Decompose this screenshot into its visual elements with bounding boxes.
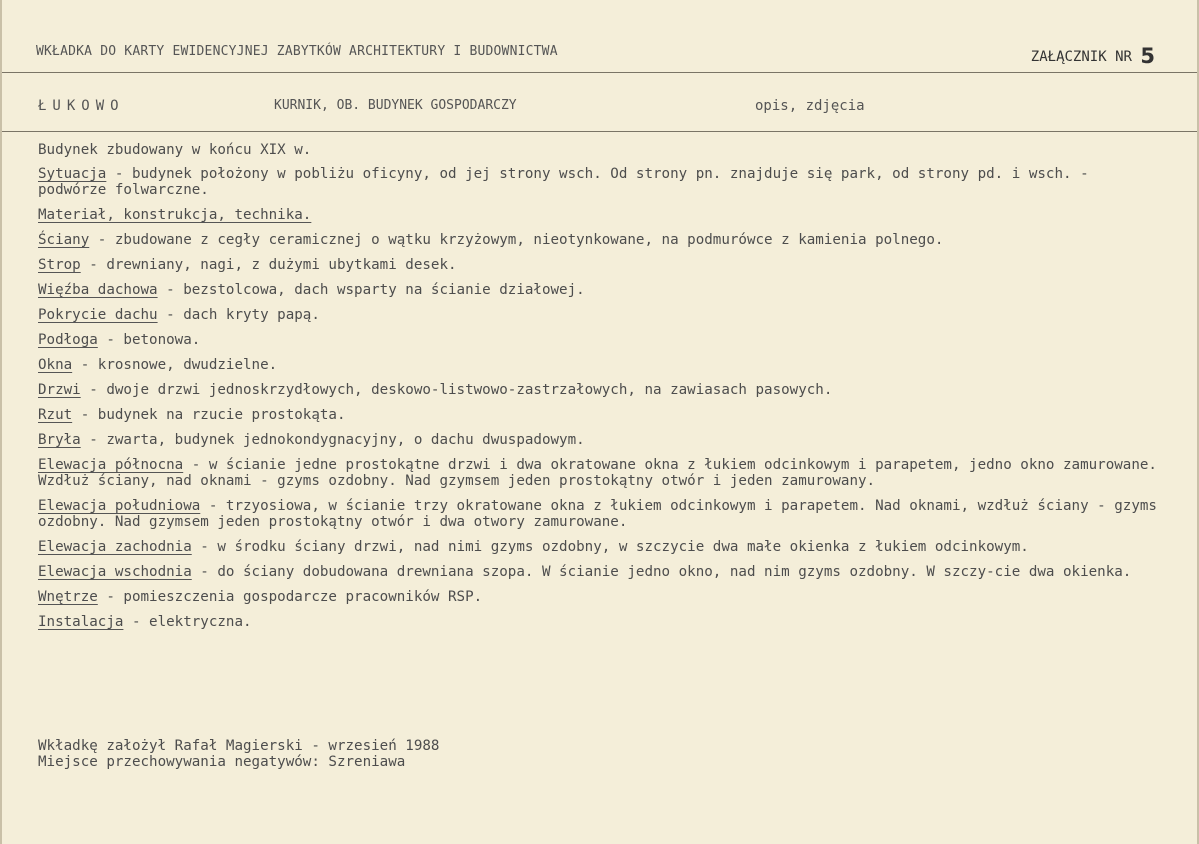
section-text: - bezstolcowa, dach wsparty na ścianie działowej. bbox=[157, 282, 585, 298]
section-text: - do ściany dobudowana drewniana szopa. W ścianie jedno okno, nad nim gzyms ozdobny. W szczy-cie dwa okienka. bbox=[191, 564, 1132, 580]
section-label: Ściany bbox=[38, 232, 90, 248]
section-label: Elewacja północna bbox=[38, 457, 184, 473]
section-bryla bbox=[38, 432, 1158, 448]
section-label: Elewacja wschodnia bbox=[38, 564, 192, 580]
section-text: - zbudowane z cegły ceramicznej o wątku krzyżowym, nieotynkowane, na podmurówce z kamienia polnego. bbox=[89, 232, 944, 248]
section-text: - budynek na rzucie prostokąta. bbox=[72, 407, 346, 423]
section-label: Instalacja bbox=[38, 614, 124, 630]
section-label: Pokrycie dachu bbox=[38, 307, 158, 323]
section-text: - dwoje drzwi jednoskrzydłowych, deskowo-listwowo-zastrzałowych, na zawiasach pasowych. bbox=[80, 382, 833, 398]
section-label: Elewacja zachodnia bbox=[38, 539, 192, 555]
section-wiezba bbox=[38, 282, 1158, 298]
object-name: KURNIK, OB. BUDYNEK GOSPODARCZY bbox=[274, 98, 517, 113]
section-okna bbox=[38, 357, 1158, 373]
section-sciany bbox=[38, 232, 1158, 248]
section-text: - pomieszczenia gospodarcze pracowników RSP. bbox=[97, 589, 483, 605]
section-label: Więźba dachowa bbox=[38, 282, 158, 298]
section-label: Wnętrze bbox=[38, 589, 98, 605]
section-pokrycie bbox=[38, 307, 1158, 323]
section-label: Rzut bbox=[38, 407, 73, 423]
section-elewacja-polnocna bbox=[38, 457, 1166, 489]
section-wnetrze bbox=[38, 589, 1158, 605]
section-strop bbox=[38, 257, 1158, 273]
intro-text: Budynek zbudowany w końcu XIX w. bbox=[38, 142, 312, 158]
section-label: Elewacja południowa bbox=[38, 498, 201, 514]
section-text: - w ścianie jedne prostokątne drzwi i dwa okratowane okna z łukiem odcinkowym i parapetem, jedno okno zamurowane. Wzdłuż ściany, nad oknami - gzyms ozdobny. Nad gzymsem jeden prostokątny otwór i jeden zamurowany. bbox=[38, 457, 1166, 489]
section-text: - zwarta, budynek jednokondygnacyjny, o dachu dwuspadowym. bbox=[80, 432, 585, 448]
section-label: Bryła bbox=[38, 432, 81, 448]
section-label: Strop bbox=[38, 257, 81, 273]
section-elewacja-poludniowa bbox=[38, 498, 1166, 530]
section-text: - dach kryty papą. bbox=[157, 307, 320, 323]
section-label: Materiał, konstrukcja, technika. bbox=[38, 207, 312, 223]
document-type: opis, zdjęcia bbox=[755, 98, 865, 114]
footer bbox=[38, 738, 439, 770]
section-text: - trzyosiowa, w ścianie trzy okratowane okna z łukiem odcinkowym i parapetem. Nad oknami, wzdłuż ściany - gzyms ozdobny. Nad gzymsem jeden prostokątny otwór i dwa otwory zamurowane. bbox=[38, 498, 1166, 530]
form-title: WKŁADKA DO KARTY EWIDENCYJNEJ ZABYTKÓW ARCHITEKTURY I BUDOWNICTWA bbox=[36, 44, 558, 59]
annex-number: 5 bbox=[1140, 44, 1155, 68]
section-label: Okna bbox=[38, 357, 73, 373]
section-text: - elektryczna. bbox=[123, 614, 252, 630]
place-name: ŁUKOWO bbox=[38, 98, 125, 114]
section-podloga bbox=[38, 332, 1158, 348]
section-rzut bbox=[38, 407, 1158, 423]
section-drzwi bbox=[38, 382, 1158, 398]
section-sytuacja bbox=[38, 166, 1158, 198]
annex-label-text: ZAŁĄCZNIK NR bbox=[1030, 49, 1132, 65]
section-text: - budynek położony w pobliżu oficyny, od jej strony wsch. Od strony pn. znajduje się park, od strony pd. i wsch. - podwórze folwarczne. bbox=[38, 166, 1098, 198]
section-elewacja-wschodnia bbox=[38, 564, 1158, 580]
section-label: Podłoga bbox=[38, 332, 98, 348]
annex-label bbox=[1031, 42, 1155, 66]
section-text: - betonowa. bbox=[97, 332, 201, 348]
section-label: Sytuacja bbox=[38, 166, 107, 182]
section-instalacja bbox=[38, 614, 1158, 630]
section-text: - krosnowe, dwudzielne. bbox=[72, 357, 278, 373]
description-body bbox=[38, 142, 1166, 639]
storage-line: Miejsce przechowywania negatywów: Szreniawa bbox=[38, 754, 406, 770]
header-divider-top bbox=[2, 72, 1197, 73]
section-material bbox=[38, 207, 1158, 223]
section-elewacja-zachodnia bbox=[38, 539, 1158, 555]
header-divider-bottom bbox=[2, 131, 1197, 132]
section-label: Drzwi bbox=[38, 382, 81, 398]
section-text: - drewniany, nagi, z dużymi ubytkami desek. bbox=[80, 257, 457, 273]
section-text: - w środku ściany drzwi, nad nimi gzyms ozdobny, w szczycie dwa małe okienka z łukiem odcinkowym. bbox=[191, 539, 1029, 555]
author-line: Wkładkę założył Rafał Magierski - wrzesień 1988 bbox=[38, 738, 440, 754]
